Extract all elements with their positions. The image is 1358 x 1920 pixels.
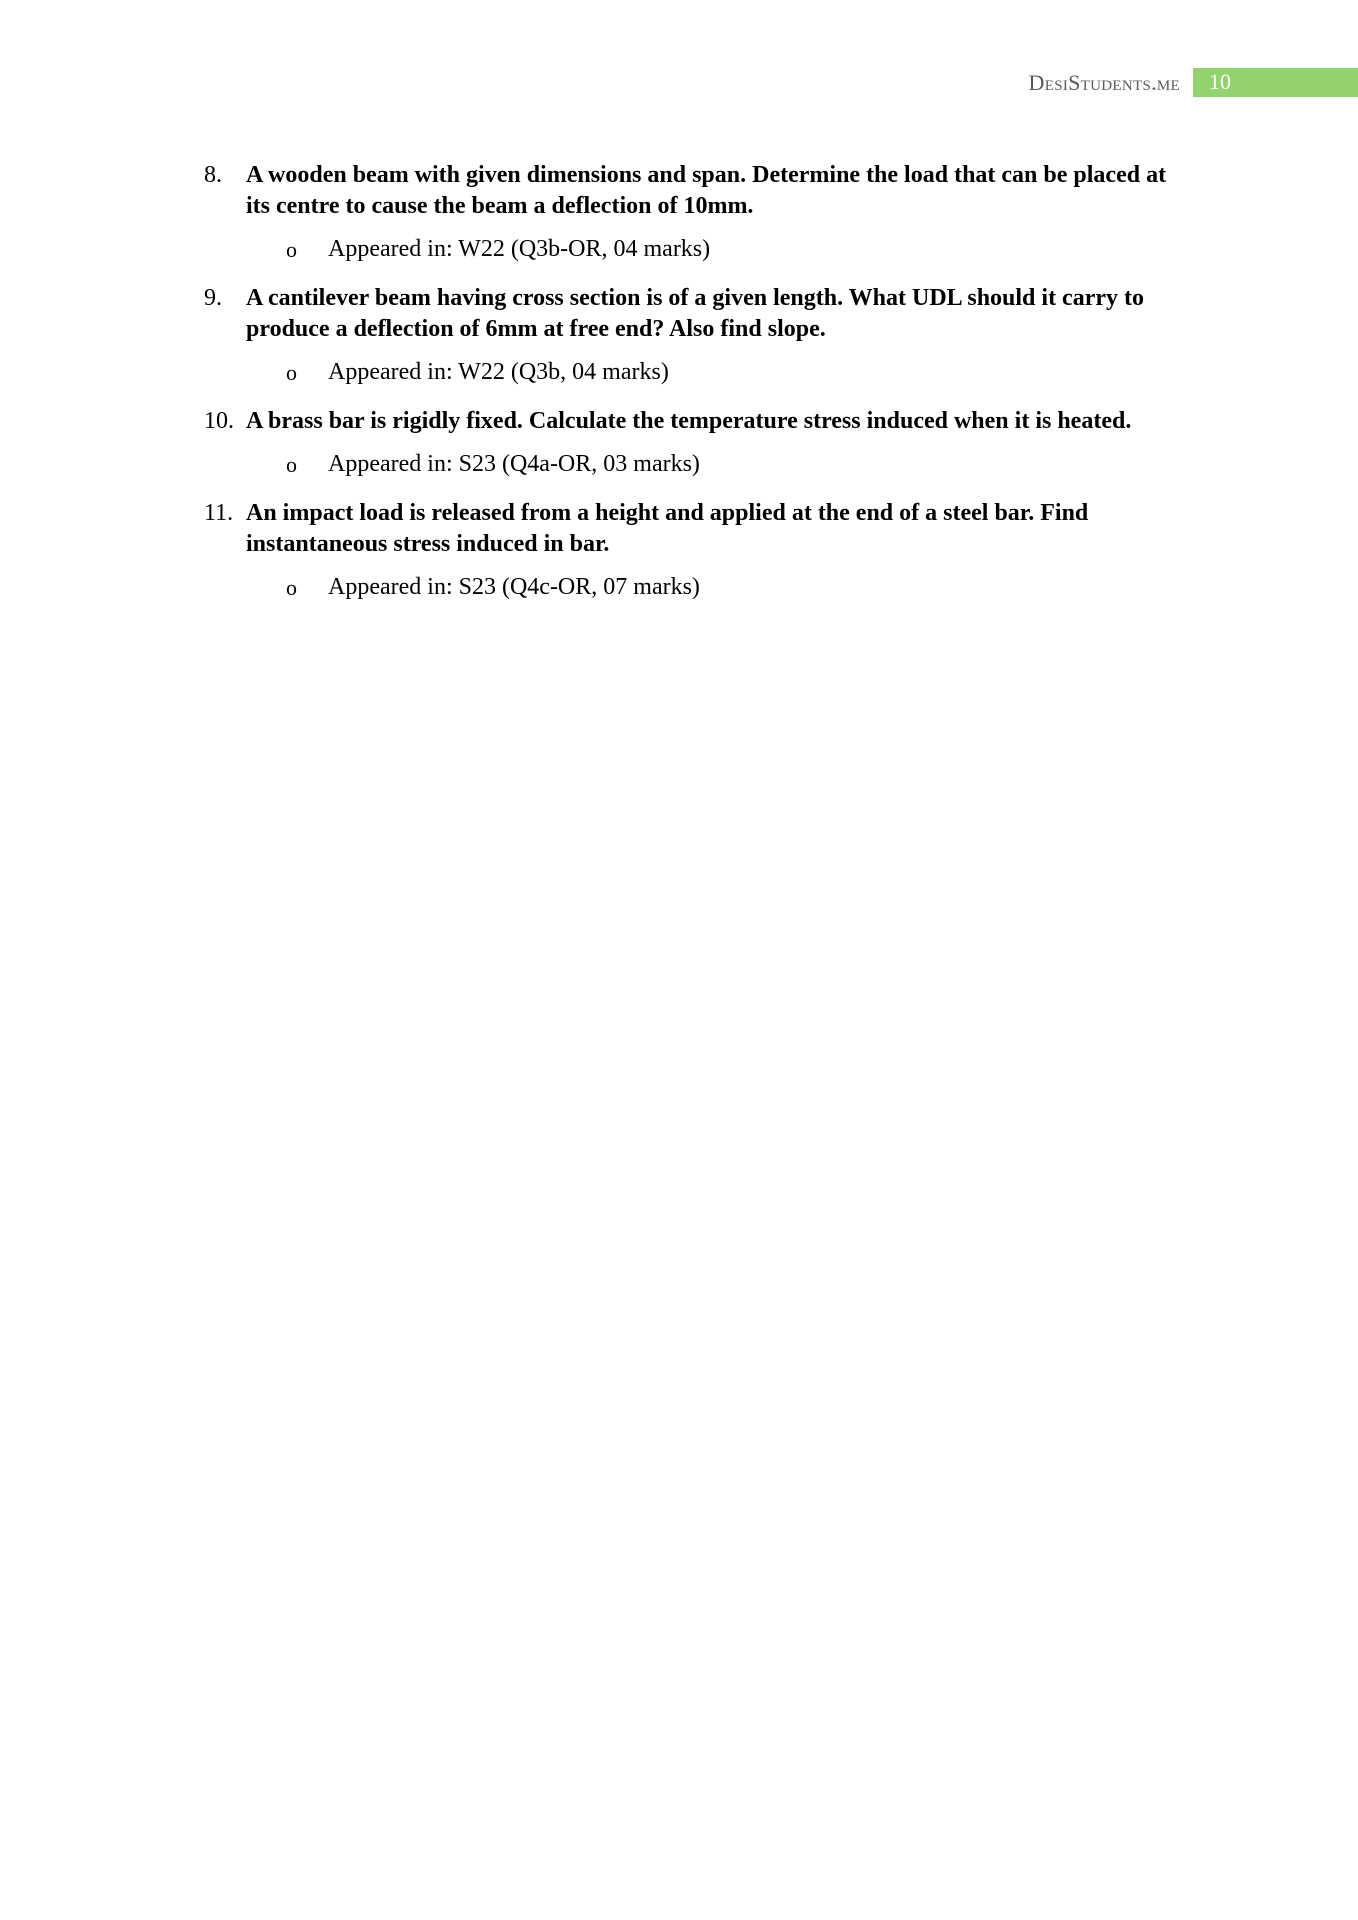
question-item	[204, 283, 1194, 345]
question-list	[204, 160, 1194, 621]
appearance-text: Appeared in: S23 (Q4c-OR, 07 marks)	[328, 574, 700, 600]
appearance-text: Appeared in: W22 (Q3b, 04 marks)	[328, 359, 669, 385]
page-number: 10	[1209, 69, 1231, 94]
question-number: 9.	[204, 285, 222, 311]
bullet-icon: o	[286, 575, 297, 600]
bullet-icon: o	[286, 360, 297, 385]
page-number-badge	[1193, 68, 1358, 97]
question-number: 8.	[204, 162, 222, 188]
question-text: A cantilever beam having cross section is of a given length. What UDL should it carry to produce a deflection of 6mm at free end? Also find slope.	[246, 285, 1145, 342]
question-text: A wooden beam with given dimensions and span. Determine the load that can be placed at its centre to cause the beam a deflection of 10mm.	[246, 162, 1167, 219]
bullet-icon: o	[286, 237, 297, 262]
appearance-note	[204, 234, 1194, 265]
site-name: DesiStudents.me	[1028, 70, 1180, 95]
question-text: An impact load is released from a height and applied at the end of a steel bar. Find instantaneous stress induced in bar.	[246, 500, 1089, 557]
question-item	[204, 406, 1194, 437]
bullet-icon: o	[286, 452, 297, 477]
appearance-text: Appeared in: S23 (Q4a-OR, 03 marks)	[328, 451, 700, 477]
appearance-text: Appeared in: W22 (Q3b-OR, 04 marks)	[328, 236, 711, 262]
question-item	[204, 160, 1194, 222]
appearance-note	[204, 572, 1194, 603]
question-item	[204, 498, 1194, 560]
question-text: A brass bar is rigidly fixed. Calculate the temperature stress induced when it is heated.	[246, 408, 1132, 434]
appearance-note	[204, 357, 1194, 388]
question-number: 10.	[204, 408, 234, 434]
appearance-note	[204, 449, 1194, 480]
question-number: 11.	[204, 500, 234, 526]
